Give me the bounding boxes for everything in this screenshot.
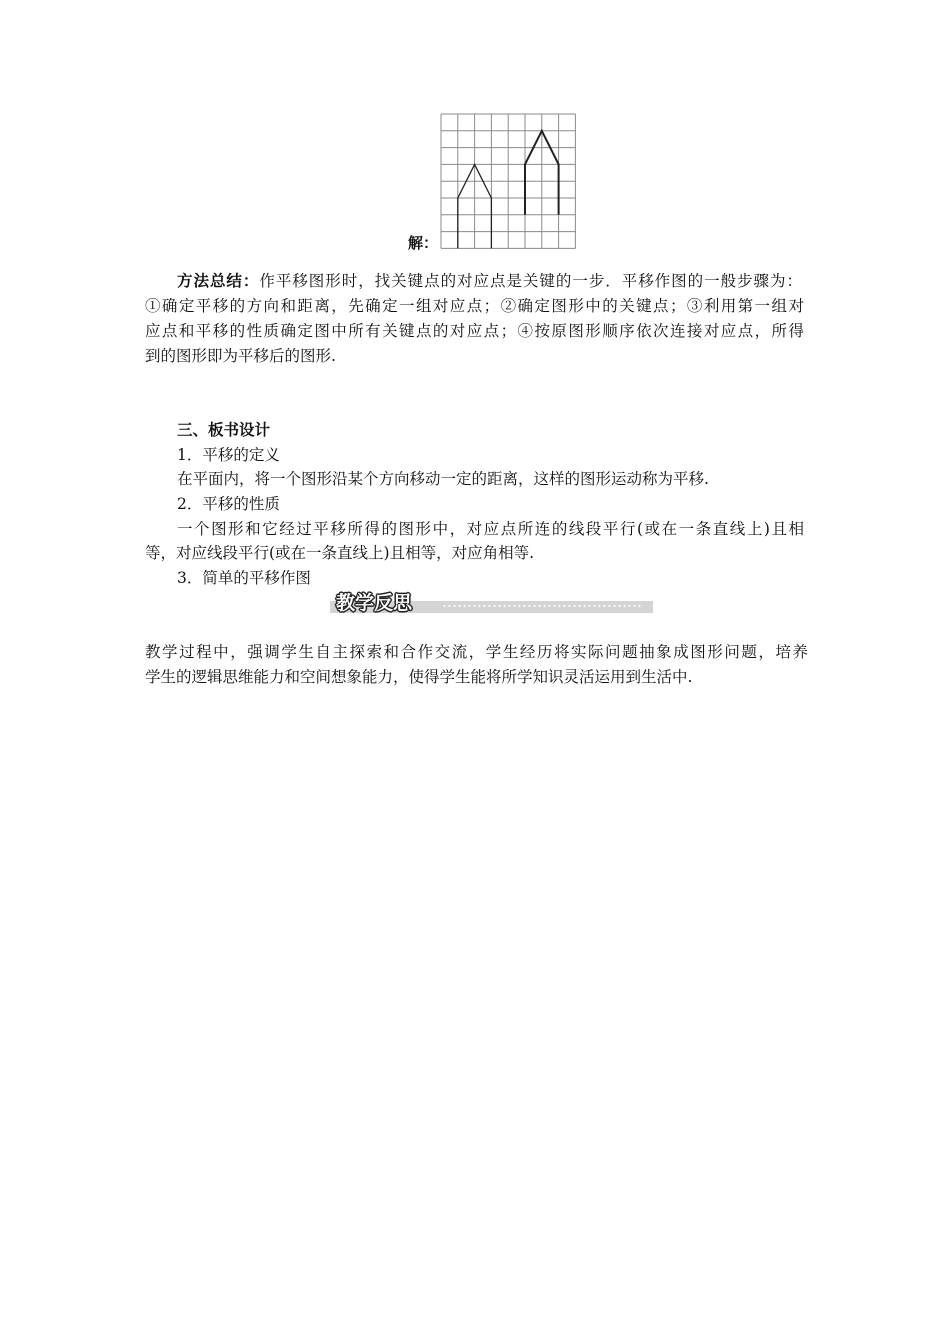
properties-body-line-2: 等，对应线段平行(或在一条直线上)且相等，对应角相等. (145, 544, 535, 562)
definition-body: 在平面内，将一个图形沿某个方向移动一定的距离，这样的图形运动称为平移. (177, 470, 709, 488)
solution-label: 解： (408, 234, 439, 252)
teaching-reflection-banner (330, 588, 653, 614)
method-summary-text-1: 作平移图形时，找关键点的对应点是关键的一步．平移作图的一般步骤为： (259, 272, 802, 290)
properties-body-line-1: 一个图形和它经过平移所得的图形中，对应点所连的线段平行(或在一条直线上)且相 (177, 520, 804, 538)
method-summary-line-4: 到的图形即为平移后的图形. (145, 347, 336, 365)
definition-title: 1．平移的定义 (177, 446, 280, 464)
banner-dots (442, 605, 642, 607)
simple-construction-title: 3．简单的平移作图 (177, 569, 311, 587)
reflection-line-1: 教学过程中，强调学生自主探索和合作交流，学生经历将实际问题抽象成图形问题，培养 (145, 643, 808, 661)
method-summary-line-3: 应点和平移的性质确定图中所有关键点的对应点；④按原图形顺序依次连接对应点，所得 (145, 322, 804, 340)
translation-grid-figure (440, 113, 576, 249)
grid-lines (441, 114, 575, 248)
method-summary-line-2: ①确定平移的方向和距离，先确定一组对应点；②确定图形中的关键点；③利用第一组对 (145, 297, 804, 315)
reflection-line-2: 学生的逻辑思维能力和空间想象能力，使得学生能将所学知识灵活运用到生活中. (145, 668, 693, 686)
method-summary-line-1 (177, 268, 802, 294)
method-summary-label: 方法总结： (177, 272, 260, 290)
board-design-heading: 三、板书设计 (177, 421, 271, 439)
properties-title: 2．平移的性质 (177, 495, 280, 513)
banner-title: 教学反思 (336, 592, 413, 614)
